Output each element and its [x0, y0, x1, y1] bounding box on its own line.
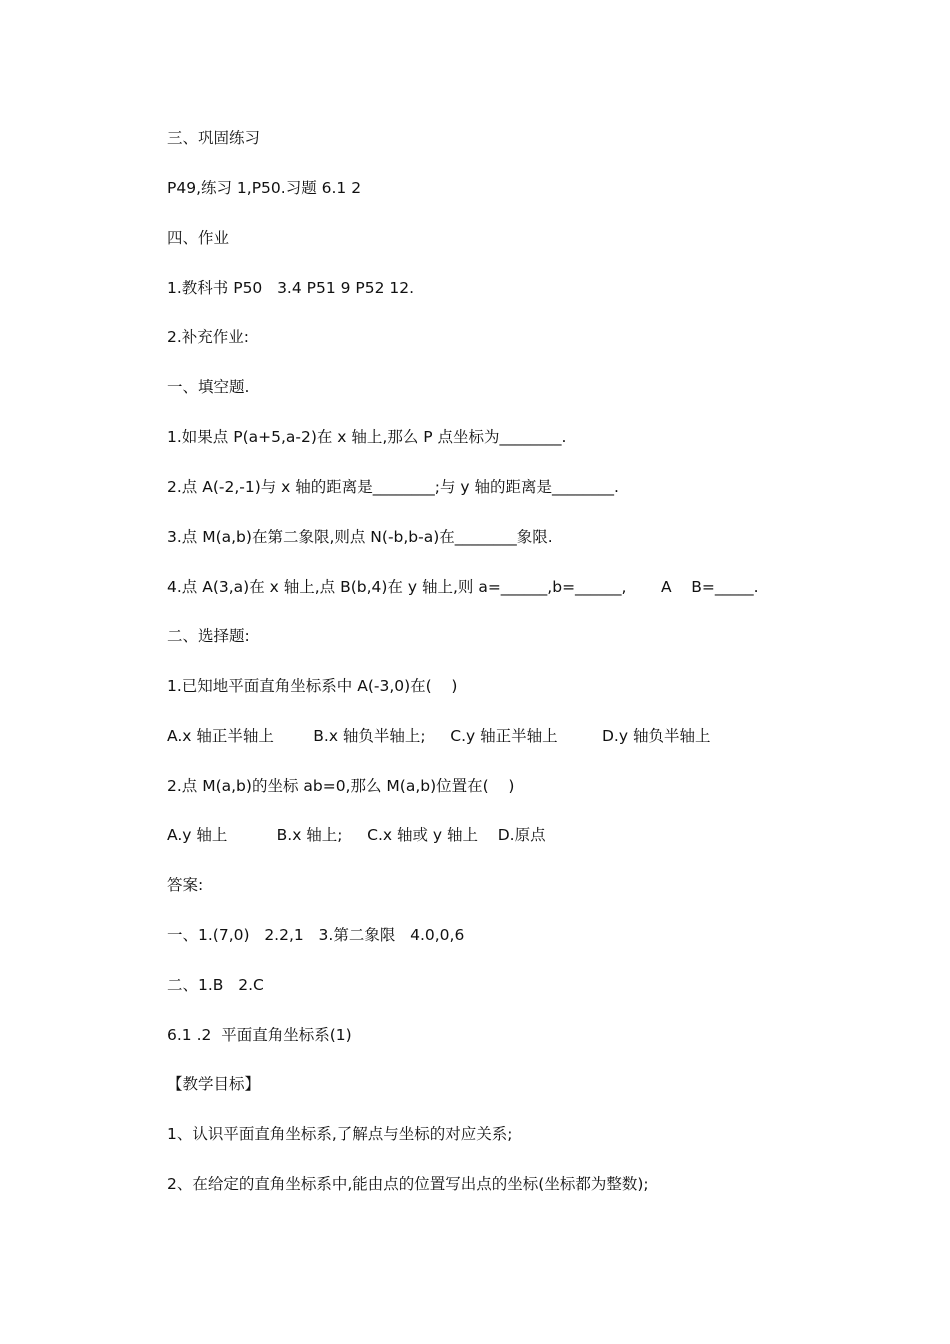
- answers-heading: 答案:: [167, 876, 204, 894]
- homework-item-1: 1.教科书 P50 3.4 P51 9 P52 12.: [167, 279, 415, 297]
- choice-heading: 二、选择题:: [167, 627, 250, 645]
- answers-choice: 二、1.B 2.C: [167, 976, 264, 994]
- choice-question-1: 1.已知地平面直角坐标系中 A(-3,0)在( ): [167, 677, 458, 695]
- teaching-goals-heading: 【教学目标】: [167, 1075, 261, 1093]
- answers-fill-blank: 一、1.(7,0) 2.2,1 3.第二象限 4.0,0,6: [167, 926, 465, 944]
- fill-blank-heading: 一、填空题.: [167, 378, 250, 396]
- fill-blank-question-3: 3.点 M(a,b)在第二象限,则点 N(-b,b-a)在________象限.: [167, 528, 553, 546]
- choice-question-1-options: A.x 轴正半轴上 B.x 轴负半轴上; C.y 轴正半轴上 D.y 轴负半轴上: [167, 727, 711, 745]
- teaching-goal-1: 1、认识平面直角坐标系,了解点与坐标的对应关系;: [167, 1125, 513, 1143]
- choice-question-2-options: A.y 轴上 B.x 轴上; C.x 轴或 y 轴上 D.原点: [167, 826, 546, 844]
- fill-blank-question-4: 4.点 A(3,a)在 x 轴上,点 B(b,4)在 y 轴上,则 a=______,b=______, A B=_____.: [167, 578, 759, 596]
- choice-question-2: 2.点 M(a,b)的坐标 ab=0,那么 M(a,b)位置在( ): [167, 777, 515, 795]
- section-heading-homework: 四、作业: [167, 229, 230, 247]
- exercise-reference: P49,练习 1,P50.习题 6.1 2: [167, 179, 362, 197]
- fill-blank-question-2: 2.点 A(-2,-1)与 x 轴的距离是________;与 y 轴的距离是________.: [167, 478, 619, 496]
- fill-blank-question-1: 1.如果点 P(a+5,a-2)在 x 轴上,那么 P 点坐标为________.: [167, 428, 567, 446]
- teaching-goal-2: 2、在给定的直角坐标系中,能由点的位置写出点的坐标(坐标都为整数);: [167, 1175, 649, 1193]
- lesson-title: 6.1 .2 平面直角坐标系(1): [167, 1026, 352, 1044]
- homework-item-2: 2.补充作业:: [167, 328, 250, 346]
- section-heading-consolidation: 三、巩固练习: [167, 129, 261, 147]
